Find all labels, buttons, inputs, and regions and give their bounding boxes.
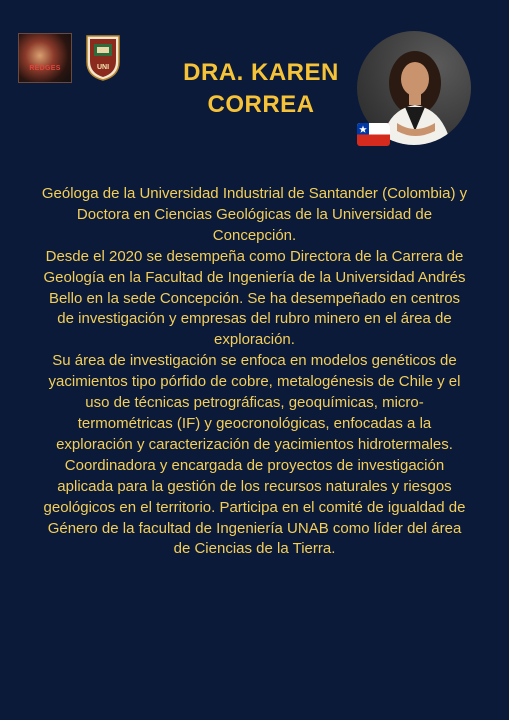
title-line-1: DRA. KAREN [183, 59, 339, 86]
redges-logo-text: REDGES [29, 65, 61, 72]
bio-paragraph-education: Geóloga de la Universidad Industrial de Santander (Colombia) y Doctora en Ciencias Geológicas de la Universidad de Concepción. [41, 185, 468, 244]
page-title [150, 57, 372, 121]
redges-logo [18, 33, 72, 83]
bio-paragraph-research: Su área de investigación se enfoca en modelos genéticos de yacimientos tipo pórfido de cobre, metalogénesis de Chile y el uso de técnicas petrográficas, geoquímicas, micro-termométricas (IF) y geocronológicas, enfocadas a la exploración y caracterización de yacimientos hidrotermales. Coordinadora y encargada de proyectos de investigación aplicada para la gestión de los recursos naturales y riesgos geológicos en el territorio. Participa en el comité de igualdad de Género de la facultad de Ingeniería UNAB como líder del área de Ciencias de la Tierra. [43, 352, 466, 558]
chile-flag-icon [357, 123, 390, 146]
university-crest-text: UNI [96, 64, 110, 71]
university-crest-logo [84, 32, 122, 82]
title-line-2: CORREA [207, 91, 315, 118]
biography-text [40, 184, 469, 560]
bio-paragraph-career: Desde el 2020 se desempeña como Directora de la Carrera de Geología en la Facultad de Ingeniería de la Universidad Andrés Bello en la sede Concepción. Se ha desempeñado en centros de investigación y empresas del rubro minero en el área de exploración. [43, 247, 466, 349]
